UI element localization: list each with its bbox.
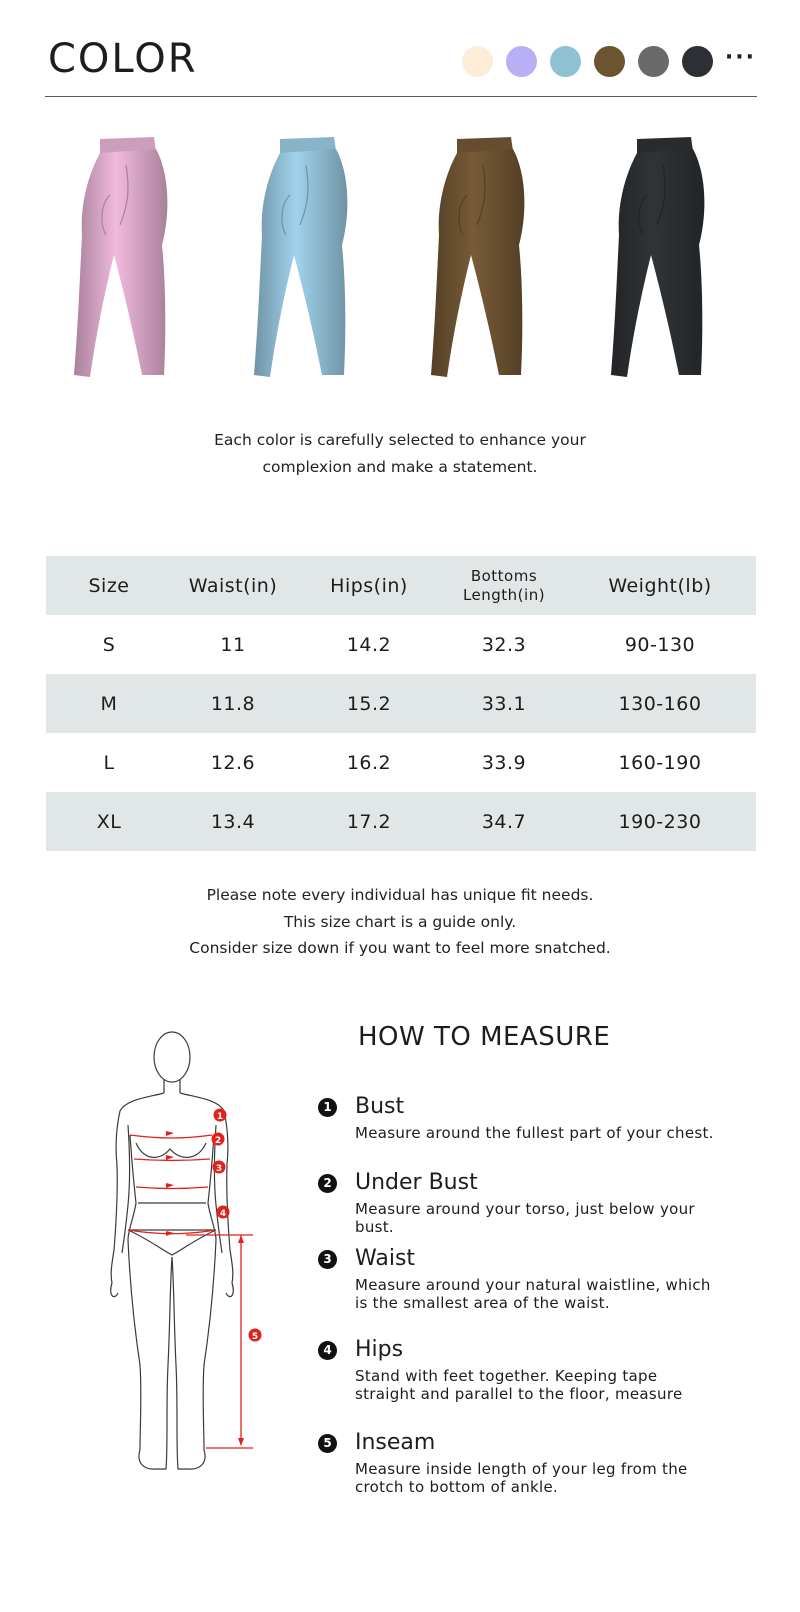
header-bottoms: Bottoms [470,566,538,585]
table-row [46,674,756,733]
fit-note-line: This size chart is a guide only. [283,912,517,931]
step-name: Inseam [355,1430,436,1455]
step-description [355,1461,735,1496]
caption-line: Each color is carefully selected to enhance your [214,431,586,449]
cell-waist: 12.6 [210,751,256,774]
cell-hips: 16.2 [346,751,392,774]
pink-leggings[interactable] [70,135,190,390]
gray-swatch[interactable] [638,46,669,77]
cell-hips: 14.2 [346,633,392,656]
brown-leggings[interactable] [427,135,547,390]
cell-length: 33.1 [481,692,527,715]
color-header [46,36,756,96]
header-hips: Hips(in) [330,574,408,597]
marker-2-label: 2 [214,1136,222,1146]
cell-size: XL [96,810,122,833]
cell-weight: 160-190 [618,751,702,774]
marker-4-label: 4 [219,1209,227,1219]
cell-weight: 90-130 [624,633,696,656]
table-row [46,615,756,674]
body-outline [111,1032,234,1469]
step-desc-line: Measure around your torso, just below your bust. [355,1200,695,1236]
cell-weight: 130-160 [618,692,702,715]
arrow-heads [166,1131,244,1446]
step-description [355,1125,735,1143]
caption-line: complexion and make a statement. [262,457,538,476]
brown-swatch[interactable] [594,46,625,77]
step-number-icon: 1 [318,1098,337,1117]
cream-swatch[interactable] [462,46,493,77]
step-name: Bust [355,1094,405,1119]
step-desc-line: straight and parallel to the floor, measure [355,1384,683,1403]
step-desc-line: Stand with feet together. Keeping tape [355,1367,658,1385]
step-description [355,1368,735,1403]
color-caption [0,427,800,480]
cell-hips: 17.2 [346,810,392,833]
cell-length: 32.3 [481,633,527,656]
charcoal-swatch[interactable] [682,46,713,77]
step-desc-line: Measure inside length of your leg from the [355,1460,688,1478]
table-row [46,733,756,792]
section-title: COLOR [48,36,198,82]
header-weight: Weight(lb) [608,574,712,597]
lavender-swatch[interactable] [506,46,537,77]
marker-1-label: 1 [216,1112,224,1122]
header-length: Length(in) [462,585,546,604]
step-number-icon: 3 [318,1250,337,1269]
cell-waist: 11.8 [210,692,256,715]
step-description [355,1201,735,1236]
more-colors-icon[interactable]: ··· [724,44,756,70]
cell-hips: 15.2 [346,692,392,715]
step-desc-line: crotch to bottom of ankle. [355,1477,559,1496]
step-desc-line: Measure around your natural waistline, which [355,1276,711,1294]
black-leggings[interactable] [607,135,727,390]
cell-size: S [102,633,116,656]
cell-waist: 13.4 [210,810,256,833]
leggings-body [431,149,524,377]
fit-note [0,882,800,962]
header-size: Size [88,574,130,597]
cell-waist: 11 [220,633,246,656]
step-name: Waist [355,1246,416,1271]
cell-size: M [100,692,118,715]
table-row [46,792,756,851]
step-number-icon: 2 [318,1174,337,1193]
marker-3-label: 3 [215,1164,223,1174]
step-desc-line: Measure around the fullest part of your chest. [355,1124,714,1142]
cell-length: 34.7 [481,810,527,833]
step-number-icon: 4 [318,1341,337,1360]
header-divider [45,96,757,97]
fit-note-line: Please note every individual has unique fit needs. [206,886,594,904]
header-waist: Waist(in) [188,574,278,597]
color-swatches [449,46,756,77]
step-name: Under Bust [355,1170,478,1195]
product-gallery [60,135,750,395]
marker-5-label: 5 [251,1332,259,1342]
step-number-icon: 5 [318,1434,337,1453]
measurement-markers [212,1109,262,1343]
how-to-measure-title: HOW TO MEASURE [358,1022,611,1052]
body-measurement-diagram [100,1025,280,1495]
fit-note-line: Consider size down if you want to feel more snatched. [189,939,611,957]
sky-blue-swatch[interactable] [550,46,581,77]
step-name: Hips [355,1337,404,1362]
measurement-lines [128,1135,253,1448]
cell-size: L [103,751,115,774]
leggings-body [74,149,167,377]
cell-length: 33.9 [481,751,527,774]
blue-leggings[interactable] [250,135,370,390]
leggings-body [611,149,704,377]
table-header-row [46,556,756,615]
step-description [355,1277,735,1312]
header-bottoms-length [444,556,564,615]
cell-weight: 190-230 [618,810,702,833]
step-desc-line: is the smallest area of the waist. [355,1293,610,1312]
size-chart-table [46,556,756,851]
leggings-body [254,149,347,377]
